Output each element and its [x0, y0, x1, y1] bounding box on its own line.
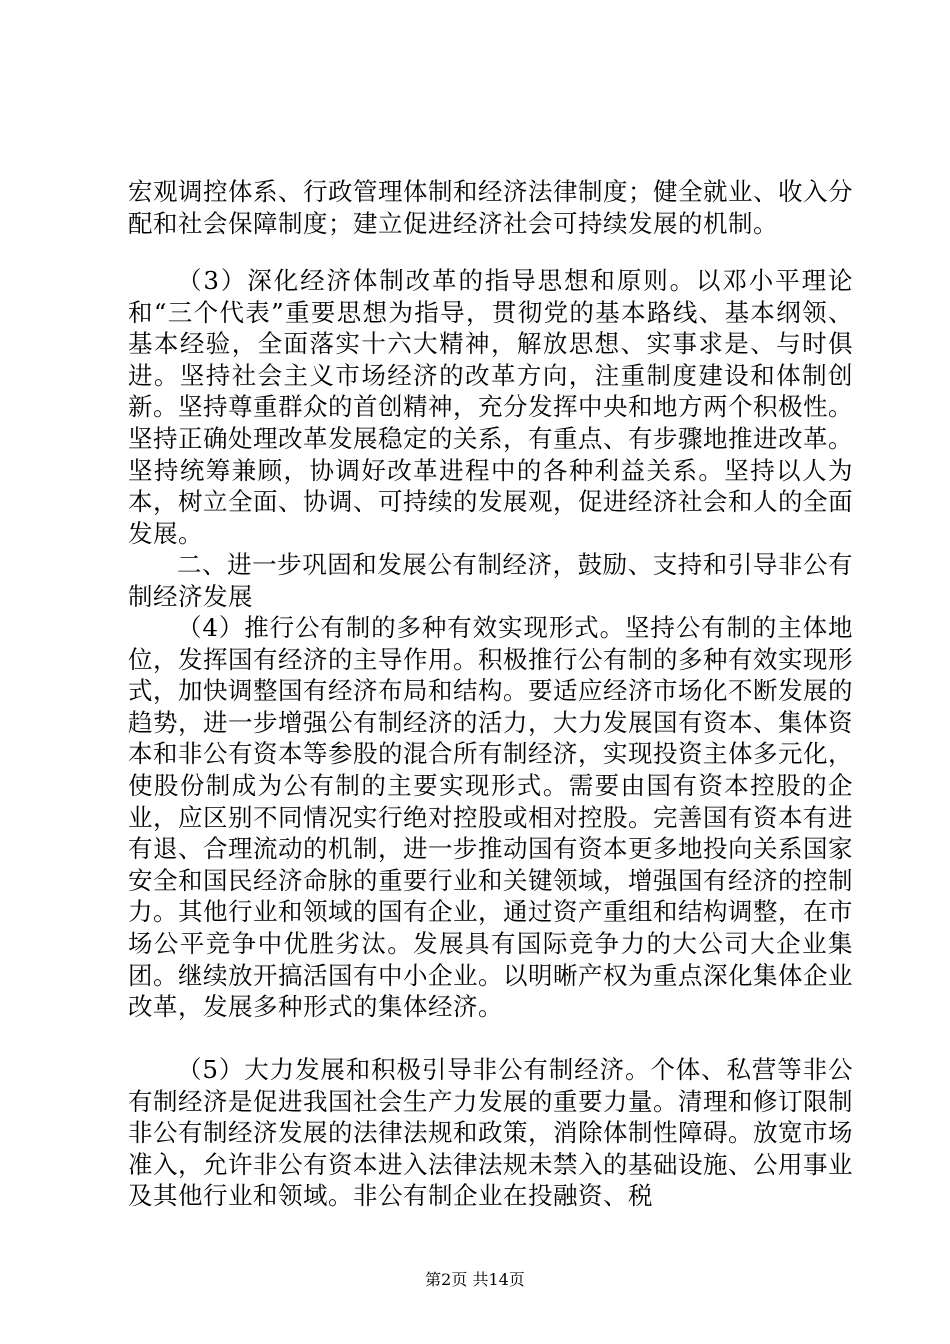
paragraph-3: （3）深化经济体制改革的指导思想和原则。以邓小平理论和“三个代表”重要思想为指导，贯彻党的基本路线、基本纲领、基本经验，全面落实十六大精神，解放思想、实事求是、与时俱进。坚持社会主义市场经济的改革方向，注重制度建设和体制创新。坚持尊重群众的首创精神，充分发挥中央和地方两个积极性。坚持正确处理改革发展稳定的关系，有重点、有步骤地推进改革。坚持统筹兼顾，协调好改革进程中的各种利益关系。坚持以人为本，树立全面、协调、可持续的发展观，促进经济社会和人的全面发展。	[128, 266, 853, 548]
page-number-footer: 第2页 共14页	[425, 1270, 525, 1289]
section-2-heading: 二、进一步巩固和发展公有制经济，鼓励、支持和引导非公有制经济发展	[128, 550, 853, 611]
paragraph-5: （5）大力发展和积极引导非公有制经济。个体、私营等非公有制经济是促进我国社会生产力发展的重要力量。清理和修订限制非公有制经济发展的法律法规和政策，消除体制性障碍。放宽市场准入，允许非公有资本进入法律法规未禁入的基础设施、公用事业及其他行业和领域。非公有制企业在投融资、税	[128, 1055, 853, 1211]
paragraph-4: （4）推行公有制的多种有效实现形式。坚持公有制的主体地位，发挥国有经济的主导作用。积极推行公有制的多种有效实现形式，加快调整国有经济布局和结构。要适应经济市场化不断发展的趋势，进一步增强公有制经济的活力，大力发展国有资本、集体资本和非公有资本等参股的混合所有制经济，实现投资主体多元化，使股份制成为公有制的主要实现形式。需要由国有资本控股的企业，应区别不同情况实行绝对控股或相对控股。完善国有资本有进有退、合理流动的机制，进一步推动国有资本更多地投向关系国家安全和国民经济命脉的重要行业和关键领域，增强国有经济的控制力。其他行业和领域的国有企业，通过资产重组和结构调整，在市场公平竞争中优胜劣汰。发展具有国际竞争力的大公司大企业集团。继续放开搞活国有中小企业。以明晰产权为重点深化集体企业改革，发展多种形式的集体经济。	[128, 613, 853, 1022]
continuation-paragraph: 宏观调控体系、行政管理体制和经济法律制度；健全就业、收入分配和社会保障制度；建立促进经济社会可持续发展的机制。	[128, 177, 853, 238]
